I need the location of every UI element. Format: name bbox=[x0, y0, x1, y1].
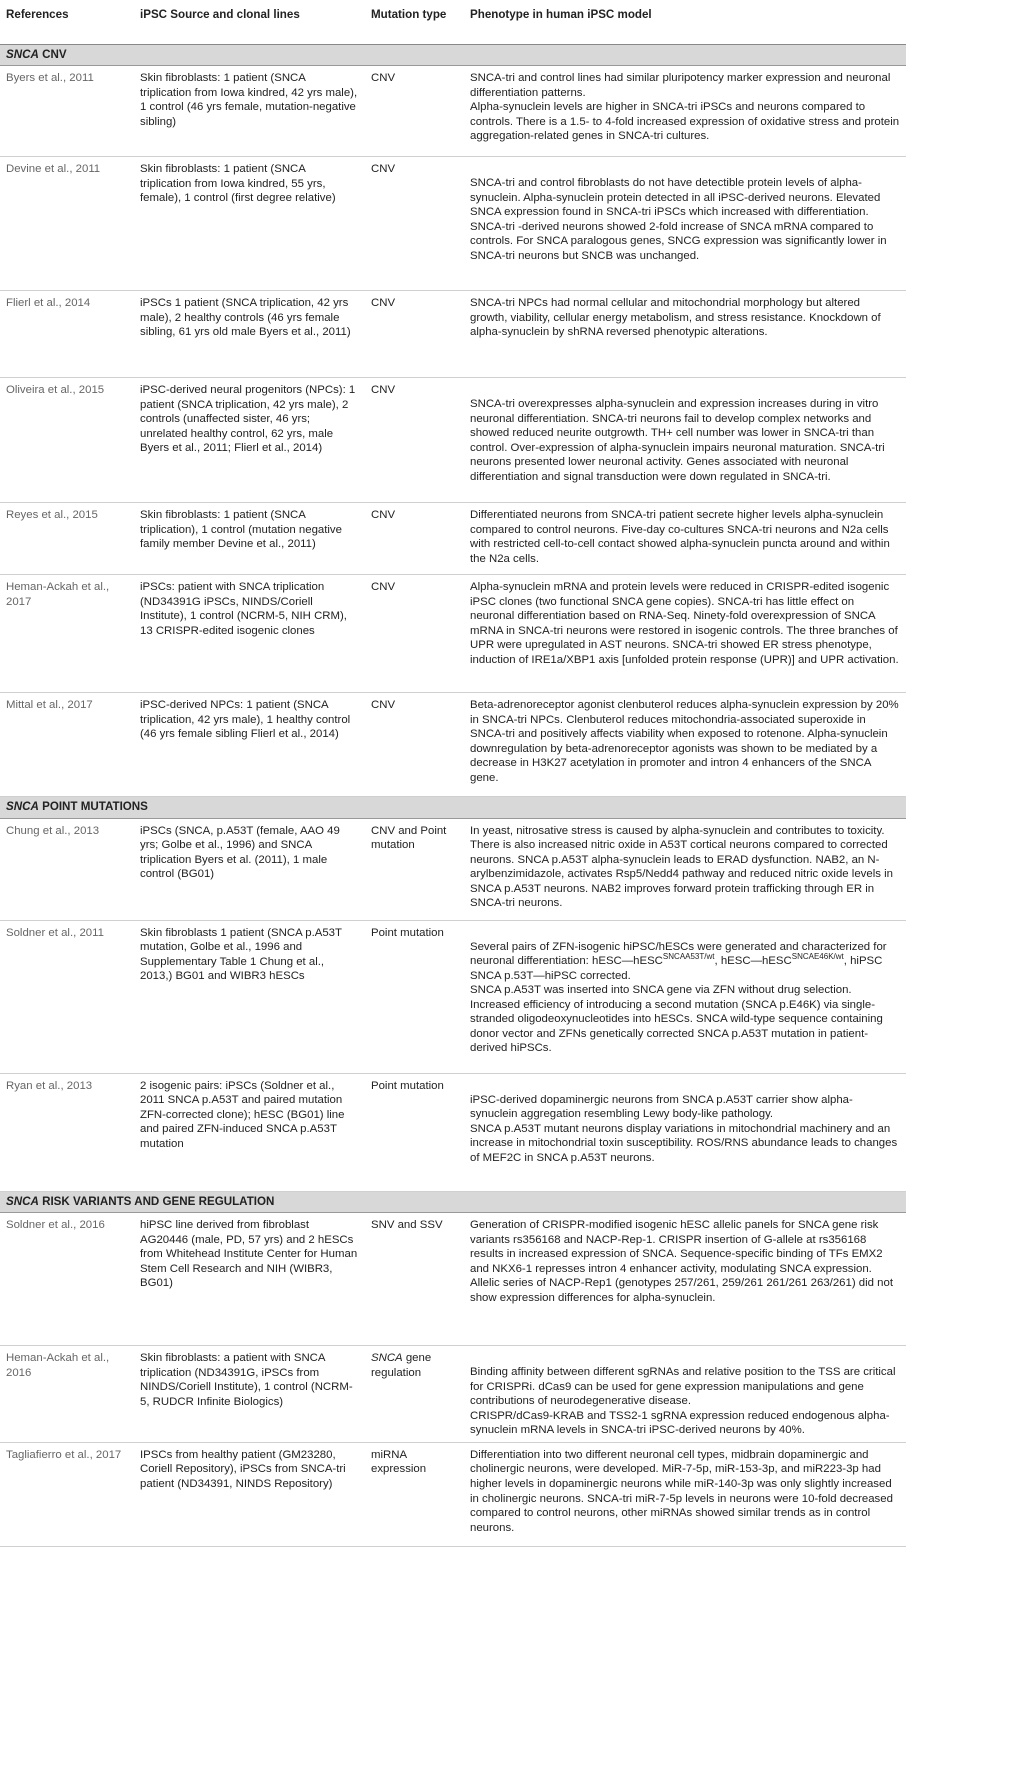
mutation-cell: CNV bbox=[365, 157, 464, 291]
mutation-text: gene regulation bbox=[371, 1352, 432, 1379]
reference-cell: Heman-Ackah et al., 2017 bbox=[0, 575, 134, 693]
mutation-gene: SNCA bbox=[371, 1352, 403, 1365]
reference-cell: Oliveira et al., 2015 bbox=[0, 378, 134, 503]
section-gene: SNCA bbox=[6, 1194, 39, 1208]
mutation-cell bbox=[365, 1346, 464, 1443]
reference-cell: Soldner et al., 2011 bbox=[0, 920, 134, 1073]
phenotype-text: SNCA-tri NPCs had normal cellular and mitochondrial morphology but altered growth, viability, cellular energy metabolism, and stress resistance. Knockdown of alpha-synuclein by shRNA reversed phenotypic alterations. bbox=[470, 297, 881, 339]
header-mutation-type: Mutation type bbox=[365, 0, 464, 44]
source-cell: Skin fibroblasts 1 patient (SNCA p.A53T mutation, Golbe et al., 1996 and Supplementary Table 1 Chung et al., 2013,) BG01 and WIBR3 hESCs bbox=[134, 920, 365, 1073]
phenotype-cell bbox=[464, 575, 906, 693]
reference-cell: Mittal et al., 2017 bbox=[0, 693, 134, 797]
reference-cell: Chung et al., 2013 bbox=[0, 818, 134, 920]
phenotype-text: SNCA p.A53T mutant neurons display variations in mitochondrial machinery and an increase in mitochondrial toxin susceptibility. ROS/RNS abundance leads to changes of MEF2C in SNCA p.A53T neurons. bbox=[470, 1122, 898, 1164]
reference-cell: Ryan et al., 2013 bbox=[0, 1073, 134, 1191]
phenotype-text: CRISPR/dCas9-KRAB and TSS2-1 sgRNA expression reduced endogenous alpha-synuclein mRNA levels in SNCA-tri iPSC-derived neurons by 40%. bbox=[470, 1409, 890, 1437]
phenotype-text: In yeast, nitrosative stress is caused by alpha-synuclein and contributes to toxicity. There is also increased nitric oxide in A53T cortical neurons compared to corrected neurons. SNCA p.A53T alpha-synuclein leads to ERAD dysfunction. NAB2, an N-arylbenzimidazole, activates Rsp5/Nedd4 pathway and reduced nitric oxide levels in SNCA p.A53T neurons. NAB2 improves forward protein trafficking through ER in SNCA-tri neurons. bbox=[470, 824, 893, 910]
phenotype-text: SNCA-tri and control lines had similar pluripotency marker expression and neuronal differentiation patterns. bbox=[470, 72, 891, 99]
header-references: References bbox=[0, 0, 134, 44]
header-row bbox=[0, 0, 906, 44]
phenotype-fragment: , hESC—hESC bbox=[714, 955, 792, 968]
phenotype-text: SNCA-tri overexpresses alpha-synuclein and expression increases during in vitro neuronal differentiation. SNCA-tri neurons fail to develop complex networks and showed reduced neurite outgrowth. TH+ cell number was lower in SNCA-tri than control. Over-expression of alpha-synuclein impairs neuronal maturation. SNCA-tri neurons presented lower neuronal activity. Genes associated with neuronal differentiation and signal transduction were down regulated in SNCA-tri. bbox=[470, 398, 885, 483]
section-title: RISK VARIANTS AND GENE REGULATION bbox=[38, 1194, 275, 1208]
source-cell: iPSC-derived neural progenitors (NPCs): 1 patient (SNCA triplication, 42 yrs male), 2 controls (unaffected sister, 46 yrs; unrelated healthy control, 62 yrs, male Byers et al., 2011; Flierl et al., 2014) bbox=[134, 378, 365, 503]
phenotype-cell bbox=[464, 1213, 906, 1346]
mutation-cell: CNV bbox=[365, 66, 464, 157]
genotype-superscript: SNCAA53T/wt bbox=[662, 952, 715, 962]
table-row bbox=[0, 1213, 906, 1346]
table-row bbox=[0, 157, 906, 291]
phenotype-fragment: Several pairs of ZFN-isogenic hiPSC/hESCs were generated and characterized for neuronal differentiation: hESC—hESC bbox=[470, 940, 887, 968]
reference-cell: Byers et al., 2011 bbox=[0, 66, 134, 157]
phenotype-text: Differentiated neurons from SNCA-tri patient secrete higher levels alpha-synuclein compared to control neurons. Five-day co-cultures SNCA-tri neurons and N2a cells with restricted cell-to-cell contact showed alpha-synuclein puncta around and within the N2a cells. bbox=[470, 509, 890, 565]
table-row bbox=[0, 1442, 906, 1546]
table-row bbox=[0, 378, 906, 503]
phenotype-text: SNCA p.A53T was inserted into SNCA gene via ZFN without drug selection. Increased efficiency of introducing a second mutation (SNCA p.E46K) via single-stranded oligodeoxynucleotides into hESCs. SNCA wild-type sequence containing donor vector and ZFNs genetically corrected SNCA p.A53T mutation in patient-derived hiPSCs. bbox=[470, 984, 883, 1055]
phenotype-text: Alpha-synuclein mRNA and protein levels were reduced in CRISPR-edited isogenic iPSC clones (two functional SNCA gene copies). SNCA-tri has little effect on neuronal differentiation based on RNA-Seq. Ninety-fold overexpression of SNCA mRNA in SNCA-tri neurons were restored in isogenic controls. The three branches of UPR were upregulated in AST neurons. SNCA-tri showed ER stress phenotype, induction of IRE1a/XBP1 axis [unfolded protein response (UPR)] and UPR activation. bbox=[470, 581, 899, 666]
section-point-mutations bbox=[0, 797, 906, 819]
section-title: CNV bbox=[38, 47, 67, 61]
phenotype-cell bbox=[464, 378, 906, 503]
phenotype-cell bbox=[464, 503, 906, 575]
reference-cell: Soldner et al., 2016 bbox=[0, 1213, 134, 1346]
table-row bbox=[0, 818, 906, 920]
phenotype-text: Differentiation into two different neuronal cell types, midbrain dopaminergic and cholinergic neurons, were developed. MiR-7-5p, miR-153-3p, and miR223-3p had higher levels in dopaminergic neurons while miR-140-3p was only slightly increased in cholinergic neurons. SNCA-tri miR-7-5p levels in neurons were 10-fold decreased compared to control neurons, other miRNAs showed similar trends as in control neurons. bbox=[470, 1448, 893, 1534]
reference-cell: Flierl et al., 2014 bbox=[0, 291, 134, 378]
mutation-cell: CNV bbox=[365, 693, 464, 797]
phenotype-text: iPSC-derived dopaminergic neurons from SNCA p.A53T carrier show alpha-synuclein aggregation resembling Lewy body-like pathology. bbox=[470, 1093, 853, 1121]
source-cell: hiPSC line derived from fibroblast AG20446 (male, PD, 57 yrs) and 2 hESCs from Whitehead Institute Center for Human Stem Cell Research and NIH (WIBR3, BG01) bbox=[134, 1213, 365, 1346]
mutation-cell: CNV and Point mutation bbox=[365, 818, 464, 920]
source-cell: iPSCs: patient with SNCA triplication (ND34391G iPSCs, NINDS/Coriell Institute), 1 control (NCRM-5, NIH CRM), 13 CRISPR-edited isogenic clones bbox=[134, 575, 365, 693]
source-cell: Skin fibroblasts: a patient with SNCA triplication (ND34391G, iPSCs from NINDS/Coriell Institute), 1 control (NCRM-5, RUDCR Infinite Biologics) bbox=[134, 1346, 365, 1443]
source-cell: IPSCs from healthy patient (GM23280, Coriell Repository), iPSCs from SNCA-tri patient (ND34391, NINDS Repository) bbox=[134, 1442, 365, 1546]
phenotype-text: Allelic series of NACP-Rep1 (genotypes 257/261, 259/261 261/261 263/261) did not show expression differences for alpha-synuclein. bbox=[470, 1277, 893, 1304]
mutation-cell: CNV bbox=[365, 575, 464, 693]
phenotype-cell bbox=[464, 920, 906, 1073]
reference-cell: Devine et al., 2011 bbox=[0, 157, 134, 291]
table-row bbox=[0, 1073, 906, 1191]
phenotype-fragment: , hiPSC SNCA p.53T—hiPSC corrected. bbox=[470, 955, 883, 982]
mutation-cell: CNV bbox=[365, 378, 464, 503]
table-row bbox=[0, 66, 906, 157]
phenotype-cell bbox=[464, 693, 906, 797]
table-row bbox=[0, 693, 906, 797]
phenotype-cell bbox=[464, 66, 906, 157]
source-cell: Skin fibroblasts: 1 patient (SNCA triplication from Iowa kindred, 55 yrs, female), 1 control (first degree relative) bbox=[134, 157, 365, 291]
phenotype-cell bbox=[464, 818, 906, 920]
header-source: iPSC Source and clonal lines bbox=[134, 0, 365, 44]
reference-cell: Tagliafierro et al., 2017 bbox=[0, 1442, 134, 1546]
mutation-cell: Point mutation bbox=[365, 920, 464, 1073]
table-row bbox=[0, 291, 906, 378]
mutation-cell: CNV bbox=[365, 503, 464, 575]
phenotype-cell bbox=[464, 157, 906, 291]
phenotype-text: Alpha-synuclein levels are higher in SNCA-tri iPSCs and neurons compared to controls. There is a 1.5- to 4-fold increased expression of oxidative stress and protein aggregation-related genes in SNCA-tri cultures. bbox=[470, 101, 900, 143]
mutation-cell: SNV and SSV bbox=[365, 1213, 464, 1346]
source-cell: iPSCs (SNCA, p.A53T (female, AAO 49 yrs; Golbe et al., 1996) and SNCA triplication Byers et al. (2011), 1 male control (BG01) bbox=[134, 818, 365, 920]
phenotype-text: SNCA-tri -derived neurons showed 2-fold increase of SNCA mRNA compared to controls. For SNCA paralogous genes, SNCG expression was significantly lower in SNCA-tri neurons but SNCB was unchanged. bbox=[470, 220, 887, 262]
section-cnv bbox=[0, 44, 906, 66]
phenotype-text bbox=[470, 940, 900, 984]
source-cell: Skin fibroblasts: 1 patient (SNCA triplication), 1 control (mutation negative family member Devine et al., 2011) bbox=[134, 503, 365, 575]
source-cell: 2 isogenic pairs: iPSCs (Soldner et al., 2011 SNCA p.A53T and paired mutation ZFN-corrected clone); hESC (BG01) line and paired ZFN-induced SNCA p.A53T mutation bbox=[134, 1073, 365, 1191]
section-risk-variants bbox=[0, 1191, 906, 1213]
phenotype-text: Binding affinity between different sgRNAs and relative position to the TSS are critical for CRISPRi. dCas9 can be used for gene expression manipulations and gene contributions of neurodegenerative disease. bbox=[470, 1366, 896, 1408]
phenotype-cell bbox=[464, 1442, 906, 1546]
mutation-cell: CNV bbox=[365, 291, 464, 378]
table-row bbox=[0, 503, 906, 575]
table-row bbox=[0, 920, 906, 1073]
mutation-cell: Point mutation bbox=[365, 1073, 464, 1191]
reference-cell: Reyes et al., 2015 bbox=[0, 503, 134, 575]
section-title: POINT MUTATIONS bbox=[38, 800, 148, 814]
table-row bbox=[0, 575, 906, 693]
header-phenotype: Phenotype in human iPSC model bbox=[464, 0, 906, 44]
reference-cell: Heman-Ackah et al., 2016 bbox=[0, 1346, 134, 1443]
section-gene: SNCA bbox=[6, 800, 39, 814]
source-cell: iPSC-derived NPCs: 1 patient (SNCA triplication, 42 yrs male), 1 healthy control (46 yrs female sibling Flierl et al., 2014) bbox=[134, 693, 365, 797]
source-cell: iPSCs 1 patient (SNCA triplication, 42 yrs male), 2 healthy controls (46 yrs female sibling, 61 yrs old male Byers et al., 2011) bbox=[134, 291, 365, 378]
phenotype-cell bbox=[464, 1073, 906, 1191]
mutation-cell: miRNA expression bbox=[365, 1442, 464, 1546]
phenotype-text: Beta-adrenoreceptor agonist clenbuterol reduces alpha-synuclein expression by 20% in SNCA-tri NPCs. Clenbuterol reduces mitochondria-associated superoxide in SNCA-tri and positively affects viability when exposed to rotenone. Alpha-synuclein downregulation by beta-adrenoreceptor agonists was shown to be mediated by a decrease in H3K27 acetylation in promoter and intron 4 enhancers of the SNCA gene. bbox=[470, 699, 899, 784]
section-gene: SNCA bbox=[6, 47, 39, 61]
phenotype-cell bbox=[464, 291, 906, 378]
phenotype-cell bbox=[464, 1346, 906, 1443]
phenotype-text: Generation of CRISPR-modified isogenic hESC allelic panels for SNCA gene risk variants rs356168 and NACP-Rep-1. CRISPR insertion of G-allele at rs356168 results in increased expression of SNCA. Sequence-specific binding of TFs EMX2 and NKX6-1 represses intron 4 enhancer activity, modulating SNCA expression. bbox=[470, 1219, 883, 1275]
table-row bbox=[0, 1346, 906, 1443]
source-cell: Skin fibroblasts: 1 patient (SNCA triplication from Iowa kindred, 42 yrs male), 1 control (46 yrs female, mutation-negative sibling) bbox=[134, 66, 365, 157]
genotype-superscript: SNCAE46K/wt bbox=[791, 952, 844, 962]
phenotype-text: SNCA-tri and control fibroblasts do not have detectible protein levels of alpha-synuclein. Alpha-synuclein protein detected in all iPSC-derived neurons. Elevated SNCA expression found in SNCA-tri iPSCs which increased with differentiation. bbox=[470, 177, 881, 219]
